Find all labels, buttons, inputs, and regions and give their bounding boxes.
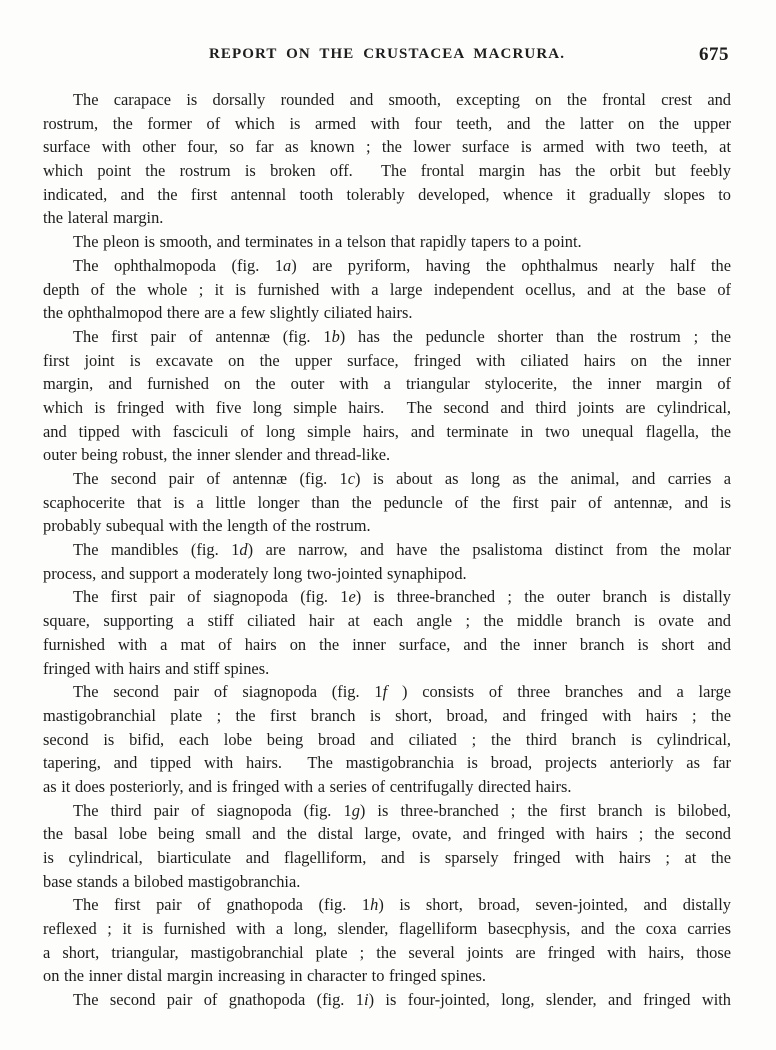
text-line: margin, and furnished on the outer with a triangular stylocerite, the inner margin of xyxy=(43,374,731,394)
text-line: probably subequal with the length of the rostrum. xyxy=(43,516,371,536)
text-line: which point the rostrum is broken off. The frontal margin has the orbit but feebly xyxy=(43,161,731,181)
text-line: The second pair of gnathopoda (fig. 1i) is four-jointed, long, slender, and fringed with xyxy=(73,990,731,1010)
text-line: The pleon is smooth, and terminates in a telson that rapidly tapers to a point. xyxy=(73,232,582,252)
text-line: scaphocerite that is a little longer than the peduncle of the first pair of antennæ, and is xyxy=(43,492,731,512)
text-line: process, and support a moderately long two-jointed synaphipod. xyxy=(43,563,467,583)
paragraph xyxy=(43,893,731,988)
paragraph xyxy=(43,680,731,798)
text-line: The first pair of gnathopoda (fig. 1h) is short, broad, seven-jointed, and distally xyxy=(73,895,731,915)
paragraph xyxy=(43,538,731,585)
text-line: tapering, and tipped with hairs. The mastigobranchia is broad, projects anteriorly as far xyxy=(43,753,731,773)
text-line: fringed with hairs and stiff spines. xyxy=(43,658,270,678)
text-line: indicated, and the first antennal tooth tolerably developed, whence it gradually slopes to xyxy=(43,184,731,204)
paragraph xyxy=(43,988,731,1012)
paragraph xyxy=(43,467,731,538)
paragraph xyxy=(43,230,731,254)
text-line: as it does posteriorly, and is fringed with a series of centrifugally directed hairs. xyxy=(43,776,572,796)
text-line: The first pair of siagnopoda (fig. 1e) is three-branched ; the outer branch is distally xyxy=(73,587,731,607)
text-line: first joint is excavate on the upper surface, fringed with ciliated hairs on the inner xyxy=(43,350,731,370)
text-line: reflexed ; it is furnished with a long, slender, flagelliform basecphysis, and the coxa carries xyxy=(43,919,731,939)
text-line: on the inner distal margin increasing in character to fringed spines. xyxy=(43,966,487,986)
text-line: surface with other four, so far as known ; the lower surface is armed with two teeth, at xyxy=(43,137,731,157)
text-line: square, supporting a stiff ciliated hair at each angle ; the middle branch is ovate and xyxy=(43,611,731,631)
text-line: furnished with a mat of hairs on the inner surface, and the inner branch is short and xyxy=(43,634,731,654)
text-line: The second pair of siagnopoda (fig. 1f ) consists of three branches and a large xyxy=(73,682,731,702)
paragraph xyxy=(43,88,731,230)
paragraph xyxy=(43,799,731,894)
page-number: 675 xyxy=(699,44,729,65)
text-line: The mandibles (fig. 1d) are narrow, and have the psalistoma distinct from the molar xyxy=(73,540,731,560)
text-line: The carapace is dorsally rounded and smooth, excepting on the frontal crest and xyxy=(73,90,731,109)
text-line: mastigobranchial plate ; the first branch is short, broad, and fringed with hairs ; the xyxy=(43,705,731,725)
text-line: the basal lobe being small and the distal large, ovate, and fringed with hairs ; the second xyxy=(43,824,731,844)
text-line: and tipped with fasciculi of long simple hairs, and terminate in two unequal flagella, the xyxy=(43,421,731,441)
text-line: the lateral margin. xyxy=(43,208,164,228)
text-line: the ophthalmopod there are a few slightly ciliated hairs. xyxy=(43,303,413,323)
paragraph xyxy=(43,585,731,680)
text-line: outer being robust, the inner slender and thread-like. xyxy=(43,445,391,465)
text-line: The third pair of siagnopoda (fig. 1g) is three-branched ; the first branch is bilobed, xyxy=(73,800,731,820)
page-header xyxy=(43,46,731,68)
paragraph xyxy=(43,325,731,467)
paragraph xyxy=(43,254,731,325)
text-line: which is fringed with five long simple hairs. The second and third joints are cylindrical, xyxy=(43,397,731,417)
text-line: a short, triangular, mastigobranchial plate ; the several joints are fringed with hairs, those xyxy=(43,942,731,962)
running-title: REPORT ON THE CRUSTACEA MACRURA. xyxy=(208,46,566,62)
text-line: The second pair of antennæ (fig. 1c) is about as long as the animal, and carries a xyxy=(73,469,731,488)
text-line: base stands a bilobed mastigobranchia. xyxy=(43,871,301,891)
text-line: rostrum, the former of which is armed with four teeth, and the latter on the upper xyxy=(43,113,731,133)
text-line: second is bifid, each lobe being broad and ciliated ; the third branch is cylindrical, xyxy=(43,729,731,749)
page-body xyxy=(43,88,731,1012)
text-line: depth of the whole ; it is furnished with a large independent ocellus, and at the base of xyxy=(43,279,731,299)
text-line: The ophthalmopoda (fig. 1a) are pyriform, having the ophthalmus nearly half the xyxy=(73,255,731,275)
text-line: is cylindrical, biarticulate and flagelliform, and is sparsely fringed with hairs ; at the xyxy=(43,848,731,867)
text-line: The first pair of antennæ (fig. 1b) has the peduncle shorter than the rostrum ; the xyxy=(73,326,731,346)
